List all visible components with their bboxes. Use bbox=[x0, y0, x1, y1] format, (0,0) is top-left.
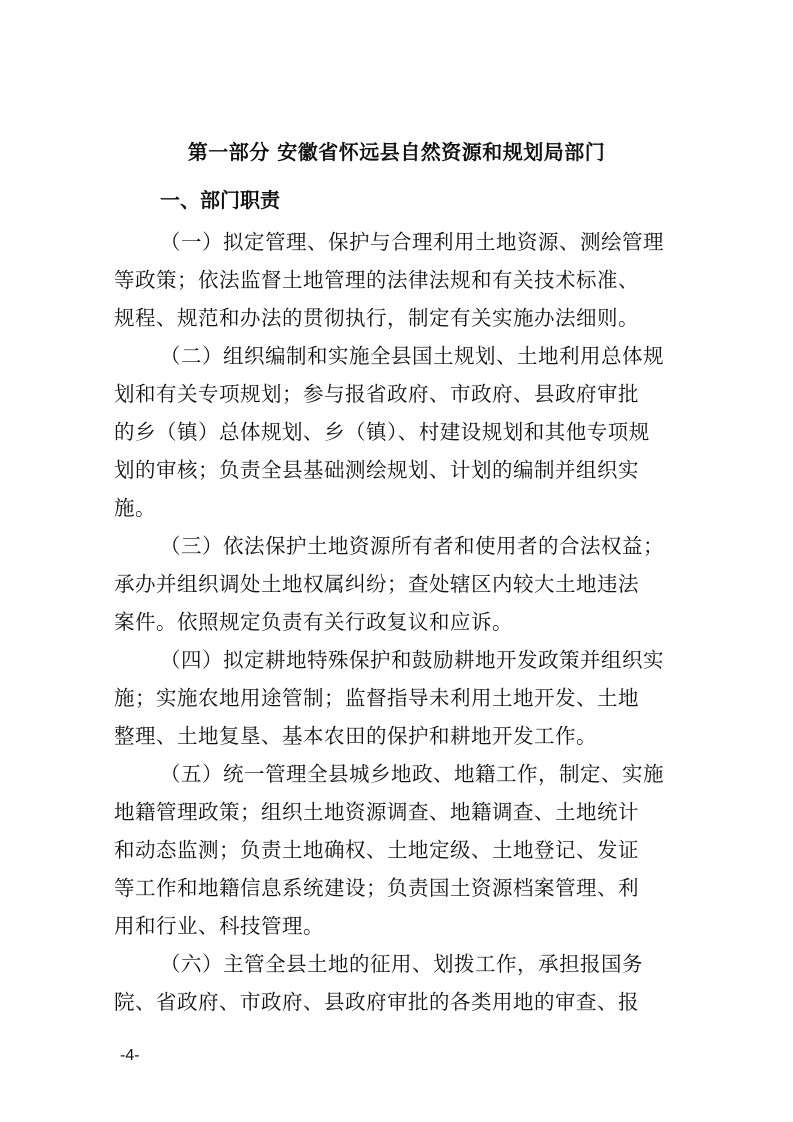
paragraph-1-line-1: （一）拟定管理、保护与合理利用土地资源、测绘管理 bbox=[160, 230, 664, 254]
paragraph-2-line-5: 施。 bbox=[114, 496, 156, 520]
paragraph-4-line-3: 整理、土地复垦、基本农田的保护和耕地开发工作。 bbox=[114, 724, 597, 748]
paragraph-5-line-4: 等工作和地籍信息系统建设；负责国土资源档案管理、利 bbox=[114, 876, 639, 900]
paragraph-5-line-3: 和动态监测；负责土地确权、土地定级、土地登记、发证 bbox=[114, 838, 639, 862]
paragraph-6-line-2: 院、省政府、市政府、县政府审批的各类用地的审查、报 bbox=[114, 990, 639, 1014]
page-number: -4- bbox=[120, 1047, 140, 1064]
paragraph-3-line-1: （三）依法保护土地资源所有者和使用者的合法权益； bbox=[160, 534, 664, 558]
paragraph-5-line-1: （五）统一管理全县城乡地政、地籍工作，制定、实施 bbox=[160, 762, 664, 786]
paragraph-5-line-2: 地籍管理政策；组织土地资源调查、地籍调查、土地统计 bbox=[114, 800, 639, 824]
paragraph-4-line-1: （四）拟定耕地特殊保护和鼓励耕地开发政策并组织实 bbox=[160, 648, 664, 672]
paragraph-2-line-3: 的乡（镇）总体规划、乡（镇）、村建设规划和其他专项规 bbox=[114, 420, 650, 444]
paragraph-4-line-2: 施；实施农地用途管制；监督指导未利用土地开发、土地 bbox=[114, 686, 639, 710]
paragraph-1-line-2: 等政策；依法监督土地管理的法律法规和有关技术标准、 bbox=[114, 268, 639, 292]
paragraph-5-line-5: 用和行业、科技管理。 bbox=[114, 914, 324, 938]
section-heading: 一、部门职责 bbox=[160, 188, 280, 212]
document-title: 第一部分 安徽省怀远县自然资源和规划局部门 bbox=[187, 140, 606, 164]
paragraph-6-line-1: （六）主管全县土地的征用、划拨工作，承担报国务 bbox=[160, 952, 643, 976]
paragraph-2-line-4: 划的审核；负责全县基础测绘规划、计划的编制并组织实 bbox=[114, 458, 639, 482]
paragraph-3-line-3: 案件。依照规定负责有关行政复议和应诉。 bbox=[114, 610, 513, 634]
paragraph-2-line-2: 划和有关专项规划；参与报省政府、市政府、县政府审批 bbox=[114, 382, 639, 406]
paragraph-2-line-1: （二）组织编制和实施全县国土规划、土地利用总体规 bbox=[160, 344, 664, 368]
paragraph-3-line-2: 承办并组织调处土地权属纠纷；查处辖区内较大土地违法 bbox=[114, 572, 639, 596]
paragraph-1-line-3: 规程、规范和办法的贯彻执行，制定有关实施办法细则。 bbox=[114, 306, 639, 330]
